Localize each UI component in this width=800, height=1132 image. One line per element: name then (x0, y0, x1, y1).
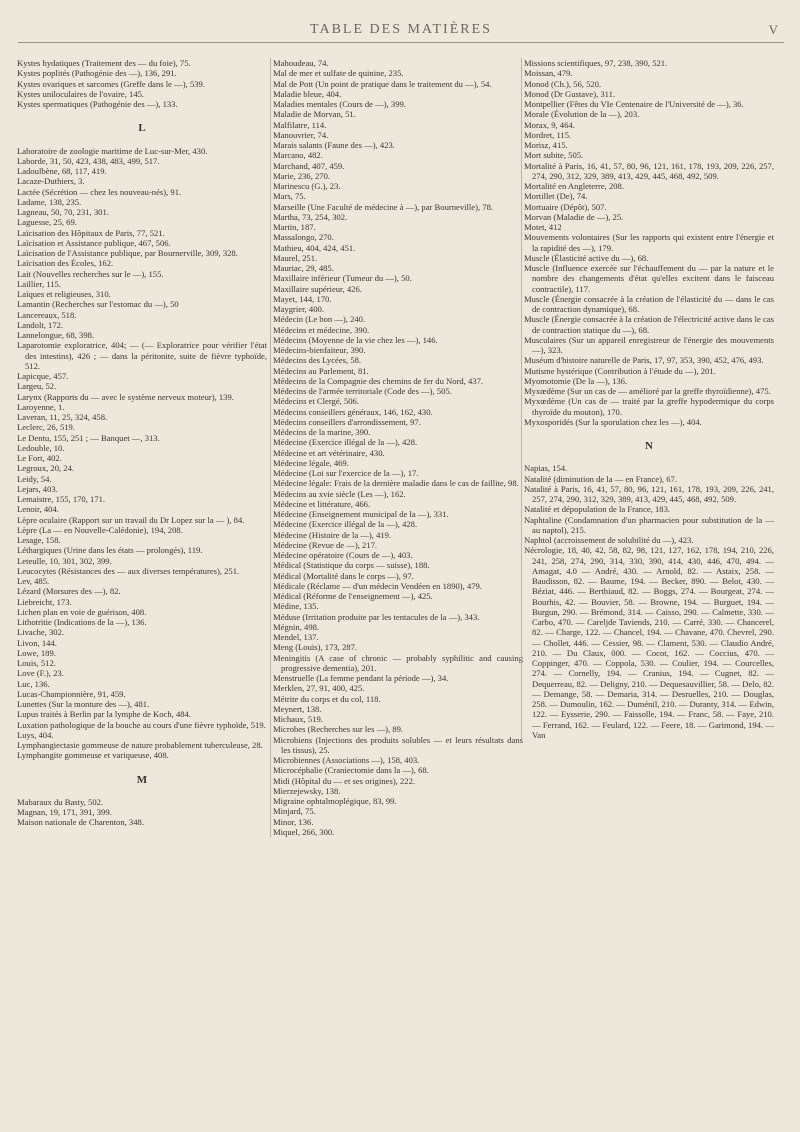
index-entry: Naphtaline (Condamnation d'un pharmacien pour substitution de la — au naptol), 215. (524, 514, 774, 535)
index-entry: Lunettes (Sur la monture des —), 481. (17, 699, 150, 709)
index-entry: Meningitis (A case of chronic — probably syphilitic and causing progressive dementia), 201. (273, 652, 523, 673)
index-entry: Luys, 404. (17, 729, 54, 740)
index-entry: Morvan (Maladie de —), 25. (524, 211, 624, 222)
index-entry: Monod (Dr Gustave), 311. (524, 88, 616, 99)
index-entry: Natalité et dépopulation de la France, 183. (524, 504, 671, 515)
index-entry: Mordret, 115. (524, 129, 572, 140)
index-entry: Marie, 236, 270. (273, 170, 331, 181)
index-entry: Lannelongue, 68, 398. (17, 330, 95, 340)
index-entry: Lymphangite gommeuse et variqueuse, 408. (17, 750, 169, 761)
index-entry: Lithotritie (Indications de la —), 136. (17, 617, 147, 627)
index-entry: Médecins conseillers généraux, 146, 162, 430. (273, 406, 433, 417)
index-entry: Maxillaire inférieur (Tumeur du —), 50. (273, 273, 412, 284)
index-entry: Marcano, 482. (273, 150, 323, 161)
index-entry: Le Dentu, 155, 251 ; — Banquet —, 313. (17, 432, 160, 443)
index-entry: Legroux, 20, 24. (17, 463, 75, 474)
index-entry: Lamantin (Recherches sur l'estomac du —), 50 (17, 299, 179, 310)
index-entry: Kystes ovariques et sarcomes (Greffe dans le —), 539. (17, 78, 205, 89)
index-entry: Mort subite, 505. (524, 150, 584, 161)
index-entry: Maladie de Morvan, 51. (273, 109, 356, 120)
index-entry: Muscle (Énergie consacrée à la création de l'électricité active dans le cas de contraction statique du —), 68. (524, 314, 774, 335)
index-entry: Mortuaire (Dépôt), 507. (524, 201, 607, 212)
index-entry: Mabaraux du Basty, 502. (17, 796, 104, 807)
index-entry: Motet, 412 (524, 222, 562, 232)
index-entry: Marseille (Une Faculté de médecine à —), par Bourneville), 78. (273, 201, 494, 212)
index-entry: Médecine et art vétérinaire, 430. (273, 447, 385, 458)
index-entry: Kystes hydatiques (Traitement des — du foie), 75. (17, 58, 191, 68)
page-title: TABLE DES MATIÈRES (310, 22, 492, 37)
index-entry: Miquel, 266, 300. (273, 826, 335, 837)
index-entry: Médecine (Histoire de la —), 419. (273, 529, 392, 540)
index-entry: Médecins au xvie siècle (Les —), 162. (273, 488, 406, 499)
index-entry: Lymphangiectasie gommeuse de nature probablement tuberculeuse, 28. (17, 740, 263, 750)
index-entry: Marchand, 407, 459. (273, 160, 345, 171)
index-entry: Laparotomie exploratrice, 404; — (— Exploratrice pour vérifier l'état des intestins), 426 ; — dans la péritonite, suite de fièvre typhoïde, 512. (17, 340, 267, 371)
index-entry: Malfilatre, 114. (273, 119, 327, 130)
index-entry: Microcéphalie (Craniectomie dans la —), 68. (273, 765, 429, 776)
index-entry: Médecins et Clergé, 506. (273, 396, 359, 407)
index-entry: Laïcisation des Écoles, 162. (17, 258, 114, 269)
index-entry: Livache, 302. (17, 627, 65, 638)
index-entry: Martha, 73, 254, 302. (273, 211, 348, 222)
index-column-3 (521, 58, 774, 740)
index-entry: Médecine (Loi sur l'exercice de la —), 17. (273, 468, 419, 478)
index-entry: Leteulle, 10, 301, 302, 399. (17, 555, 112, 566)
index-entry: Mutisme hystérique (Contribution à l'étude du —), 201. (524, 365, 716, 376)
index-entry: Midi (Hôpital du — et ses origines), 222. (273, 775, 416, 786)
index-entry: Marinescu (G.), 23. (273, 181, 341, 191)
index-entry: Leclerc, 26, 519. (17, 422, 75, 433)
index-entry: Maygrier, 400. (273, 304, 324, 314)
index-entry: Muséum d'histoire naturelle de Paris, 17, 97, 353, 390, 452, 476, 493. (524, 355, 764, 366)
index-entry: Meng (Louis), 173, 287. (273, 642, 358, 653)
index-entry: Lancereaux, 518. (17, 309, 77, 320)
index-entry: Maxillaire supérieur, 426. (273, 283, 362, 294)
index-entry: Lapicque, 457. (17, 371, 69, 381)
index-entry: Léthargiques (Urine dans les états — prolongés), 119. (17, 545, 203, 556)
index-entry: Microbes (Recherches sur les —), 89. (273, 724, 404, 735)
index-entry: Médecin (Le bon —), 240. (273, 314, 366, 325)
index-entry: Mendel, 137. (273, 632, 319, 642)
index-entry: Maladie bleue, 404. (273, 88, 342, 99)
index-entry: Médecine (Exercice illégal de la —), 428. (273, 437, 418, 448)
index-entry: Myxœdème (Sur un cas de — amélioré par la greffe thyroïdienne), 475. (524, 386, 771, 396)
index-entry: Muscle (Élasticité active du —), 68. (524, 252, 649, 263)
index-entry: Natalité à Paris, 16, 41, 57, 80, 96, 121, 161, 178, 193, 209, 226, 241, 257, 274, 290, 312, 329, 389, 413, 429, 445, 468, 492, 509. (524, 483, 774, 504)
index-entry: Natalité (diminution de la — en France), 67. (524, 473, 677, 484)
index-entry: Médecine (Enseignement municipal de la —), 331. (273, 509, 449, 519)
index-entry: Maladies mentales (Cours de —), 399. (273, 99, 406, 109)
index-entry: Laïques et religieuses, 310. (17, 289, 111, 299)
index-entry: Métrite du corps et du col, 118. (273, 693, 381, 704)
index-entry: Microbiens (Injections des produits solubles — et leurs résultats dans les tissus), 25. (273, 734, 523, 755)
index-entry: Leidy, 54. (17, 473, 52, 484)
index-entry: Minor, 136. (273, 816, 314, 827)
index-entry: Myomotomie (De la —), 136. (524, 375, 628, 386)
index-entry: Médecins de la Compagnie des chemins de fer du Nord, 437. (273, 375, 484, 386)
index-entry: Kystes uniloculaires de l'ovaire, 145. (17, 88, 145, 99)
index-entry: Naphtol (accroissement de solubilité du —), 423. (524, 535, 694, 545)
index-entry: Kystes poplités (Pathogénie des —), 136, 291. (17, 68, 177, 79)
index-entry: Laillier, 115. (17, 278, 61, 289)
index-entry: Luxation pathologique de la bouche au cours d'une fièvre typhoïde, 519. (17, 719, 266, 730)
index-entry: Médicale (Réclame — d'un médecin Vendéen en 1890), 479. (273, 580, 483, 591)
index-entry: Lejars, 403. (17, 483, 58, 494)
index-entry: Myxosporidés (Sur la sporulation chez les —), 404. (524, 416, 702, 427)
index-entry: Lactée (Sécrétion — chez les nouveau-nés), 91. (17, 186, 182, 197)
index-entry: Morale (Évolution de la —), 203. (524, 109, 640, 120)
index-entry: Laboratoire de zoologie maritime de Luc-sur-Mer, 430. (17, 145, 208, 156)
index-entry: Morax, 9, 464. (524, 119, 575, 130)
index-entry: Mahoudeau, 74. (273, 58, 329, 68)
index-entry: Manouvrier, 74. (273, 129, 329, 140)
index-entry: Napias, 154. (524, 463, 568, 474)
index-entry: Louis, 512. (17, 658, 56, 668)
index-entry: Musculaires (Sur un appareil enregistreur de l'énergie des mouvements —), 323. (524, 334, 774, 355)
index-entry: Monod (Ch.), 56, 520. (524, 78, 602, 89)
index-entry: Lézard (Morsures des —), 82. (17, 586, 121, 597)
index-entry: Médical (Réforme de l'enseignement —), 425. (273, 591, 433, 601)
index-entry: Laïcisation de l'Assistance publique, par Bournerville, 309, 328. (17, 248, 238, 258)
index-entry: Kystes spermatiques (Pathogénie des —), 133. (17, 99, 178, 109)
index-entry: Mortalité à Paris, 16, 41, 57, 80, 96, 121, 161, 178, 193, 209, 226, 257, 274, 290, 312, 329, 389, 413, 429, 445, 468, 492, 509. (524, 160, 774, 181)
index-entry: Migraine ophtalmoplégique, 83, 99. (273, 796, 397, 806)
index-entry: Mayet, 144, 170. (273, 293, 332, 304)
index-entry: Mal de mer et sulfate de quinine, 235. (273, 68, 404, 79)
index-entry: Largeu, 52. (17, 381, 57, 392)
index-entry: Laïcisation et Assistance publique, 467, 506. (17, 237, 171, 248)
index-entry: Lev, 485. (17, 576, 50, 586)
index-entry: Médecins de l'armée territoriale (Code des —), 505. (273, 386, 452, 396)
index-entry: Lenoir, 404. (17, 504, 59, 515)
index-entry: Médecins (Moyenne de la vie chez les —), 146. (273, 334, 438, 345)
index-entry: Laborde, 31, 50, 423, 438, 483, 499, 517. (17, 155, 160, 166)
index-entry: Médine, 135. (273, 601, 319, 612)
section-letter: N (645, 440, 653, 452)
index-entry: Lowe, 189. (17, 647, 56, 658)
index-entry: Médecine légale, 469. (273, 457, 349, 468)
index-entry: Lichen plan en voie de guérison, 408. (17, 606, 147, 617)
index-entry: Lucas-Championnière, 91, 459. (17, 688, 126, 699)
index-entry: Missions scientifiques, 97, 238, 390, 521. (524, 58, 668, 68)
index-entry: Michaux, 519. (273, 714, 323, 724)
index-entry: Morisz, 415. (524, 140, 568, 150)
index-entry: Marais salants (Faune des —), 423. (273, 140, 395, 150)
index-entry: Médecine et littérature, 466. (273, 498, 371, 509)
index-entry: Massalongo, 270. (273, 232, 334, 243)
index-entry: Laïcisation des Hôpitaux de Paris, 77, 521. (17, 227, 165, 238)
index-entry: Martin, 187. (273, 222, 316, 232)
index-entry: Mal de Pott (Un point de pratique dans le traitement du —), 54. (273, 78, 492, 89)
index-entry: Magnan, 19, 171, 391, 399. (17, 807, 112, 817)
index-entry: Le Fort, 402. (17, 453, 62, 463)
index-entry: Méduse (Irritation produite par les tentacules de la —), 343. (273, 611, 480, 622)
index-entry: Mierzejewsky, 138. (273, 785, 341, 796)
index-entry: Landolt, 172. (17, 319, 64, 330)
index-entry: Médical (Mortalité dans le corps —), 97. (273, 570, 414, 581)
index-entry: Lupus traités à Berlin par la lymphe de Koch, 484. (17, 709, 191, 720)
index-entry: Maurel, 251. (273, 252, 318, 263)
index-entry: Menstruelle (La femme pendant la période —), 34. (273, 673, 449, 683)
index-entry: Lait (Nouvelles recherches sur le —), 155. (17, 268, 164, 279)
index-entry: Médecins et médecine, 390. (273, 324, 370, 335)
index-entry: Mégnin, 498. (273, 621, 320, 632)
index-entry: Médecins de la marine, 390. (273, 427, 371, 437)
section-letter: M (136, 773, 148, 786)
index-entry: Ledouble, 10. (17, 442, 65, 453)
index-entry: Laveran, 11, 25, 324, 458. (17, 412, 108, 422)
section-letter: L (138, 122, 146, 135)
index-entry: Ladoulbène, 68, 117, 419. (17, 166, 107, 176)
index-entry: Médecins au Parlement, 81. (273, 365, 369, 376)
index-entry: Maison nationale de Charenton, 348. (17, 817, 144, 828)
index-entry: Mars, 75. (273, 191, 306, 202)
index-entry: Mortalité en Angleterre, 208. (524, 181, 624, 191)
index-entry: Muscle (Influence exercée sur l'échauffement du — par la nature et le nombre des changements d'état qu'elles excitent dans le faisceau contractile), 117. (524, 263, 774, 294)
index-entry: Larynx (Rapports du — avec le système nerveux moteur), 139. (17, 391, 234, 402)
index-entry: Médical (Statistique du corps — suisse), 188. (273, 560, 430, 571)
index-entry: Médecine opératoire (Cours de —), 403. (273, 550, 413, 560)
index-entry: Médecins conseillers d'arrondissement, 97. (273, 416, 421, 427)
index-entry: Mathieu, 404, 424, 451. (273, 242, 356, 253)
index-column-2 (270, 58, 523, 837)
index-entry: Meynert, 138. (273, 703, 322, 714)
index-entry: Laguesse, 25, 69. (17, 217, 77, 228)
index-entry: Montpellier (Fêtes du VIe Centenaire de l'Université de —), 36. (524, 99, 744, 109)
index-entry: Lemaistre, 155, 170, 171. (17, 494, 106, 504)
index-entry: Microbiennes (Associations —), 158, 403. (273, 755, 420, 765)
index-entry: Livon, 144. (17, 637, 57, 648)
index-entry: Laroyenne, 1. (17, 401, 65, 412)
index-entry: Leucocytes (Résistances des — aux diverses températures), 251. (17, 565, 240, 576)
index-entry: Lacaze-Duthiers, 3. (17, 176, 85, 187)
index-entry: Lèpre oculaire (Rapport sur un travail du Dr Lopez sur la — ), 84. (17, 514, 245, 525)
index-entry: Médecine (Revue de —), 217. (273, 539, 378, 550)
index-entry: Luc, 136. (17, 678, 50, 689)
index-entry: Médecins des Lycées, 58. (273, 355, 362, 366)
index-entry: Médecine (Exercice illégal de la —), 428. (273, 519, 418, 530)
index-entry: Médecins-bienfaiteur, 390. (273, 345, 366, 355)
index-entry: Liebreicht, 173. (17, 596, 72, 607)
index-entry: Muscle (Énergie consacrée à la création de l'élasticité du — dans le cas de contraction dynamique), 68. (524, 293, 774, 314)
index-entry: Nécrologie, 18, 40, 42, 58, 82, 98, 121, 127, 162, 178, 194, 210, 226, 241, 258, 274, 290, 314, 330, 390, 414, 430, 446, 470, 494. — Amagat, 4.0 — André, 430. — Arnold, 82. — Astaix, 258. — Baudisson, 82. — Baume, 194. — Becker, 890. — Belot, 430. — Béziat, 446. — Berthiaud, 82. — Boggs, 274. — Bourgeat, 274. — Bourhis, 42. — Bouvier, 58. — Browne, 194. — Burguet, 194. — Burgun, 290. — Brémond, 314. — Caisso, 290. — Calmette, 330. — Carbo, 470. — Careljde Taviends, 210. — Carré, 330. — Chancerel, 82. — Charge, 122. — Chancel, 194. — Chavane, 470. Chevrel, 290. — Chollet, 446. — Cessier, 98. — Clament, 530. — Claudio André, 210. — Du Claux, 000. — Cocot, 162. — Coccius, 470. — Coppinger, 470. — Coppola, 530. — Coulier, 194. — Courcelles, 274. — Cornelly, 194. — Cranius, 194. — Cugnet, 82. — Dequerreau, 82. — Deligny, 210. — Dequesauvillier, 58. — Delo, 82. — Demange, 58. — Demaria, 314. — Desruelles, 210. — Douglas, 258. — Dumoulin, 162. — Duménil, 210. — Duranty, 314. — Edwin, 122. — Eysserie, 290. — Faissolle, 194. — Franc, 58. — Faye, 210. — Ferrand, 162. — Feulard, 122. — Feere, 18. — Garimond, 194. — Van (524, 545, 774, 740)
index-entry: Minjard, 75. (273, 806, 316, 817)
index-entry: Médecine légale: Frais de la dernière maladie dans le cas de faillite, 98. (273, 478, 519, 489)
index-column-1 (17, 58, 267, 828)
page-number: V (768, 22, 778, 37)
index-entry: Lagneau, 50, 70, 231, 301. (17, 207, 109, 217)
index-entry: Merklen, 27, 91, 400, 425. (273, 683, 365, 694)
page-header (18, 20, 784, 43)
index-entry: Lèpre (La — en Nouvelle-Calédonie), 194, 208. (17, 524, 183, 535)
index-entry: Love (F.), 23. (17, 668, 64, 679)
index-entry: Mouvements volontaires (Sur les rapports qui existent entre l'énergie et la rapidité des —), 179. (524, 232, 774, 253)
index-entry: Moissan, 479. (524, 68, 573, 79)
index-entry: Myxœdème (Un cas de — traité par la greffe hypodermique du corps thyroïde du mouton), 170. (524, 396, 774, 417)
index-entry: Lesage, 158. (17, 535, 61, 545)
index-entry: Mortillet (De), 74. (524, 191, 588, 202)
index-entry: Mauriac, 29, 485. (273, 263, 334, 273)
index-entry: Ladame, 138, 235. (17, 196, 82, 207)
